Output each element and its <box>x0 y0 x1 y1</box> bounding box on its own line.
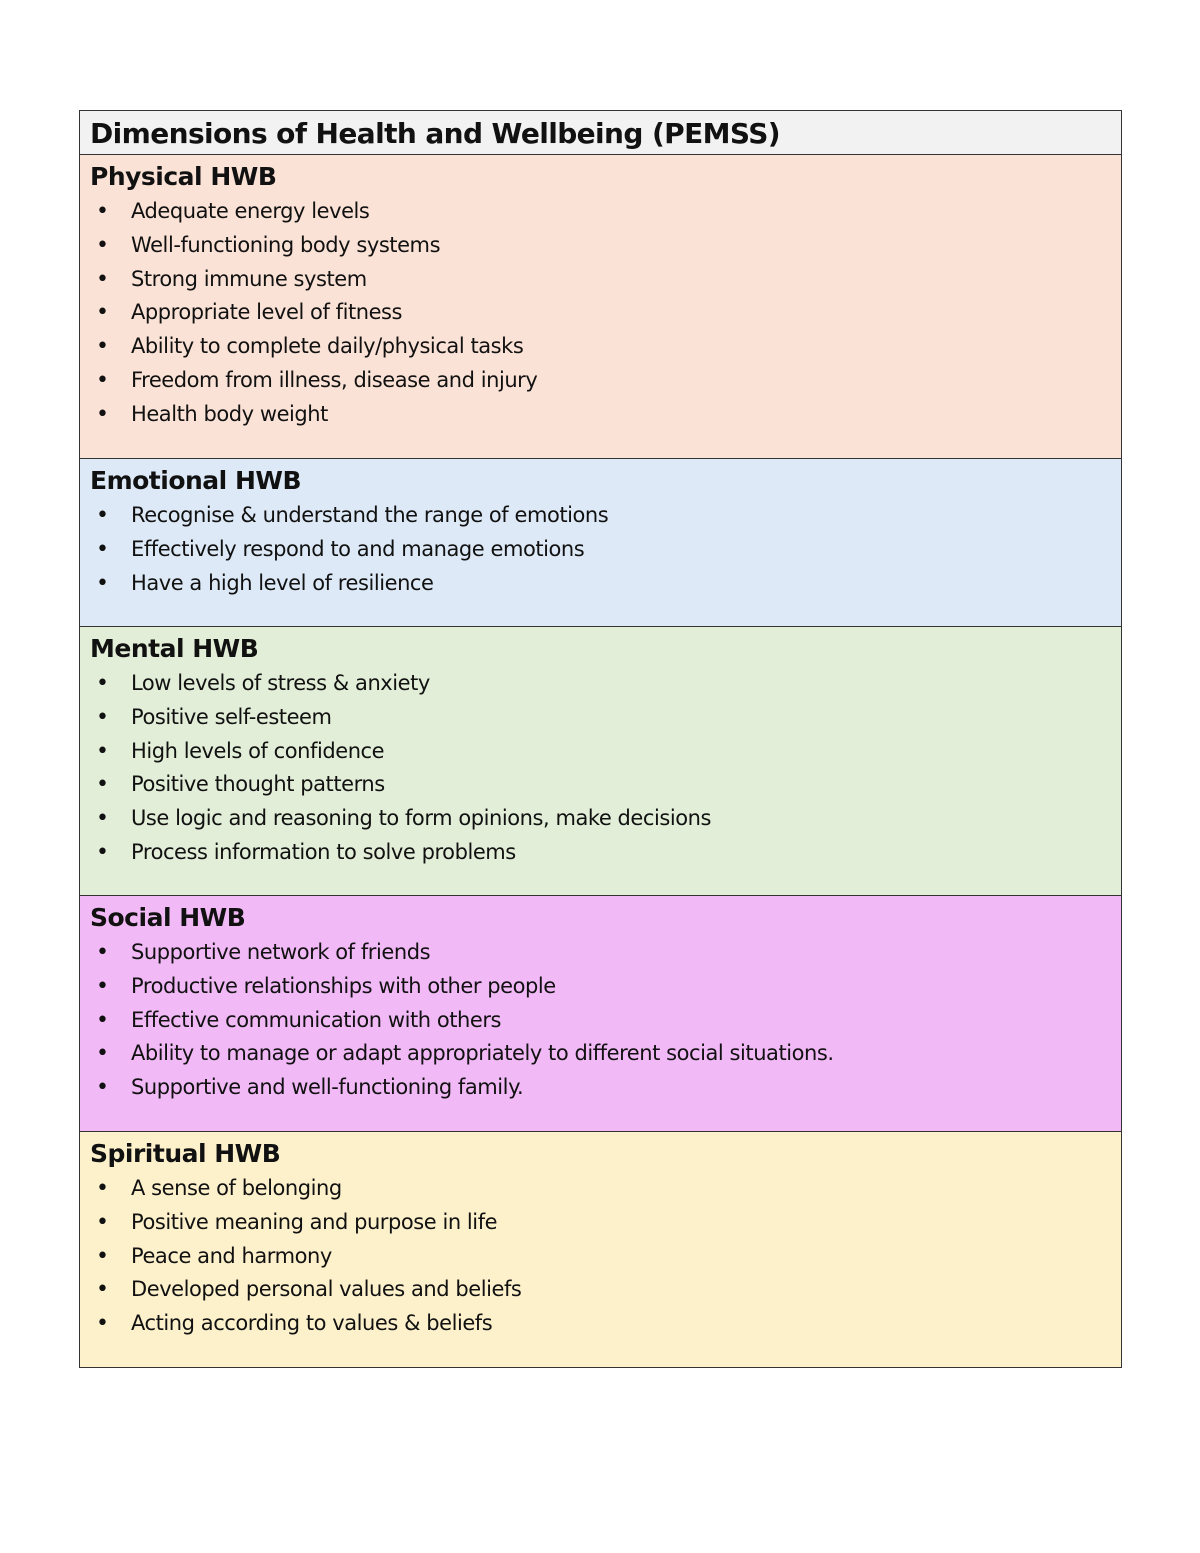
section-social <box>80 896 1121 1132</box>
list-item-text: Supportive network of friends <box>131 940 431 964</box>
section-heading-spiritual: Spiritual HWB <box>90 1139 281 1168</box>
list-item <box>90 499 1111 533</box>
list-item <box>90 263 1111 297</box>
bullet-icon: • <box>96 1176 109 1201</box>
section-heading-mental: Mental HWB <box>90 634 259 663</box>
list-item <box>90 1071 1111 1105</box>
table-title-row <box>80 111 1121 155</box>
list-item <box>90 1240 1111 1274</box>
list-item-text: Recognise & understand the range of emotions <box>131 503 609 527</box>
list-item <box>90 364 1111 398</box>
list-item <box>90 667 1111 701</box>
list-item-text: Health body weight <box>131 401 328 426</box>
list-item-text: Positive meaning and purpose in life <box>131 1209 498 1234</box>
bullet-icon: • <box>96 704 109 730</box>
list-item-text: Process information to solve problems <box>131 839 516 864</box>
list-item <box>90 567 1111 601</box>
list-item-text: Adequate energy levels <box>131 199 370 223</box>
bullet-icon: • <box>96 232 109 258</box>
bullet-list-physical <box>90 195 1111 432</box>
bullet-icon: • <box>96 1041 109 1067</box>
list-item <box>90 735 1111 769</box>
bullet-icon: • <box>96 1209 109 1235</box>
list-item-text: Low levels of stress & anxiety <box>131 671 430 695</box>
list-item-text: Ability to complete daily/physical tasks <box>131 334 524 359</box>
bullet-icon: • <box>96 1075 109 1101</box>
list-item-text: Well-functioning body systems <box>131 232 441 257</box>
bullet-icon: • <box>96 1007 109 1033</box>
list-item-text: Ability to manage or adapt appropriately to different social situations. <box>131 1041 834 1066</box>
bullet-icon: • <box>96 806 109 832</box>
table-title: Dimensions of Health and Wellbeing (PEMSS) <box>90 117 780 150</box>
list-item-text: A sense of belonging <box>131 1176 342 1200</box>
bullet-icon: • <box>96 1311 109 1337</box>
list-item <box>90 1273 1111 1307</box>
list-item <box>90 1307 1111 1341</box>
bullet-icon: • <box>96 536 109 562</box>
list-item <box>90 330 1111 364</box>
bullet-icon: • <box>96 1277 109 1303</box>
section-emotional <box>80 459 1121 627</box>
bullet-icon: • <box>96 334 109 360</box>
list-item <box>90 802 1111 836</box>
bullet-icon: • <box>96 1243 109 1269</box>
bullet-list-emotional <box>90 499 1111 600</box>
list-item <box>90 970 1111 1004</box>
list-item <box>90 1172 1111 1206</box>
section-spiritual <box>80 1132 1121 1367</box>
list-item <box>90 1206 1111 1240</box>
bullet-icon: • <box>96 738 109 764</box>
pemss-table <box>79 110 1122 1368</box>
section-heading-emotional: Emotional HWB <box>90 466 301 495</box>
list-item <box>90 1037 1111 1071</box>
bullet-icon: • <box>96 839 109 865</box>
list-item-text: Appropriate level of fitness <box>131 300 403 325</box>
list-item-text: Freedom from illness, disease and injury <box>131 367 538 392</box>
list-item <box>90 1004 1111 1038</box>
list-item-text: Developed personal values and beliefs <box>131 1277 522 1302</box>
list-item-text: Positive self-esteem <box>131 704 332 729</box>
list-item <box>90 768 1111 802</box>
list-item-text: High levels of confidence <box>131 738 385 763</box>
list-item-text: Productive relationships with other people <box>131 973 556 998</box>
list-item <box>90 195 1111 229</box>
list-item-text: Use logic and reasoning to form opinions, make decisions <box>131 806 712 831</box>
list-item-text: Effectively respond to and manage emotions <box>131 536 585 561</box>
list-item-text: Acting according to values & beliefs <box>131 1311 493 1336</box>
list-item <box>90 701 1111 735</box>
list-item-text: Strong immune system <box>131 266 367 291</box>
list-item <box>90 836 1111 870</box>
list-item-text: Effective communication with others <box>131 1007 502 1032</box>
bullet-icon: • <box>96 940 109 965</box>
bullet-icon: • <box>96 973 109 999</box>
bullet-icon: • <box>96 266 109 292</box>
list-item-text: Have a high level of resilience <box>131 570 434 595</box>
bullet-icon: • <box>96 772 109 798</box>
bullet-list-spiritual <box>90 1172 1111 1341</box>
bullet-icon: • <box>96 199 109 224</box>
section-heading-physical: Physical HWB <box>90 162 277 191</box>
section-mental <box>80 627 1121 896</box>
bullet-icon: • <box>96 570 109 596</box>
bullet-icon: • <box>96 300 109 326</box>
section-physical <box>80 155 1121 459</box>
bullet-icon: • <box>96 503 109 528</box>
bullet-icon: • <box>96 367 109 393</box>
list-item-text: Supportive and well-functioning family. <box>131 1075 524 1100</box>
list-item <box>90 398 1111 432</box>
bullet-list-mental <box>90 667 1111 870</box>
section-heading-social: Social HWB <box>90 903 246 932</box>
list-item <box>90 936 1111 970</box>
bullet-icon: • <box>96 671 109 696</box>
list-item-text: Peace and harmony <box>131 1243 332 1268</box>
list-item <box>90 296 1111 330</box>
list-item-text: Positive thought patterns <box>131 772 385 797</box>
bullet-icon: • <box>96 401 109 427</box>
list-item <box>90 533 1111 567</box>
list-item <box>90 229 1111 263</box>
bullet-list-social <box>90 936 1111 1105</box>
